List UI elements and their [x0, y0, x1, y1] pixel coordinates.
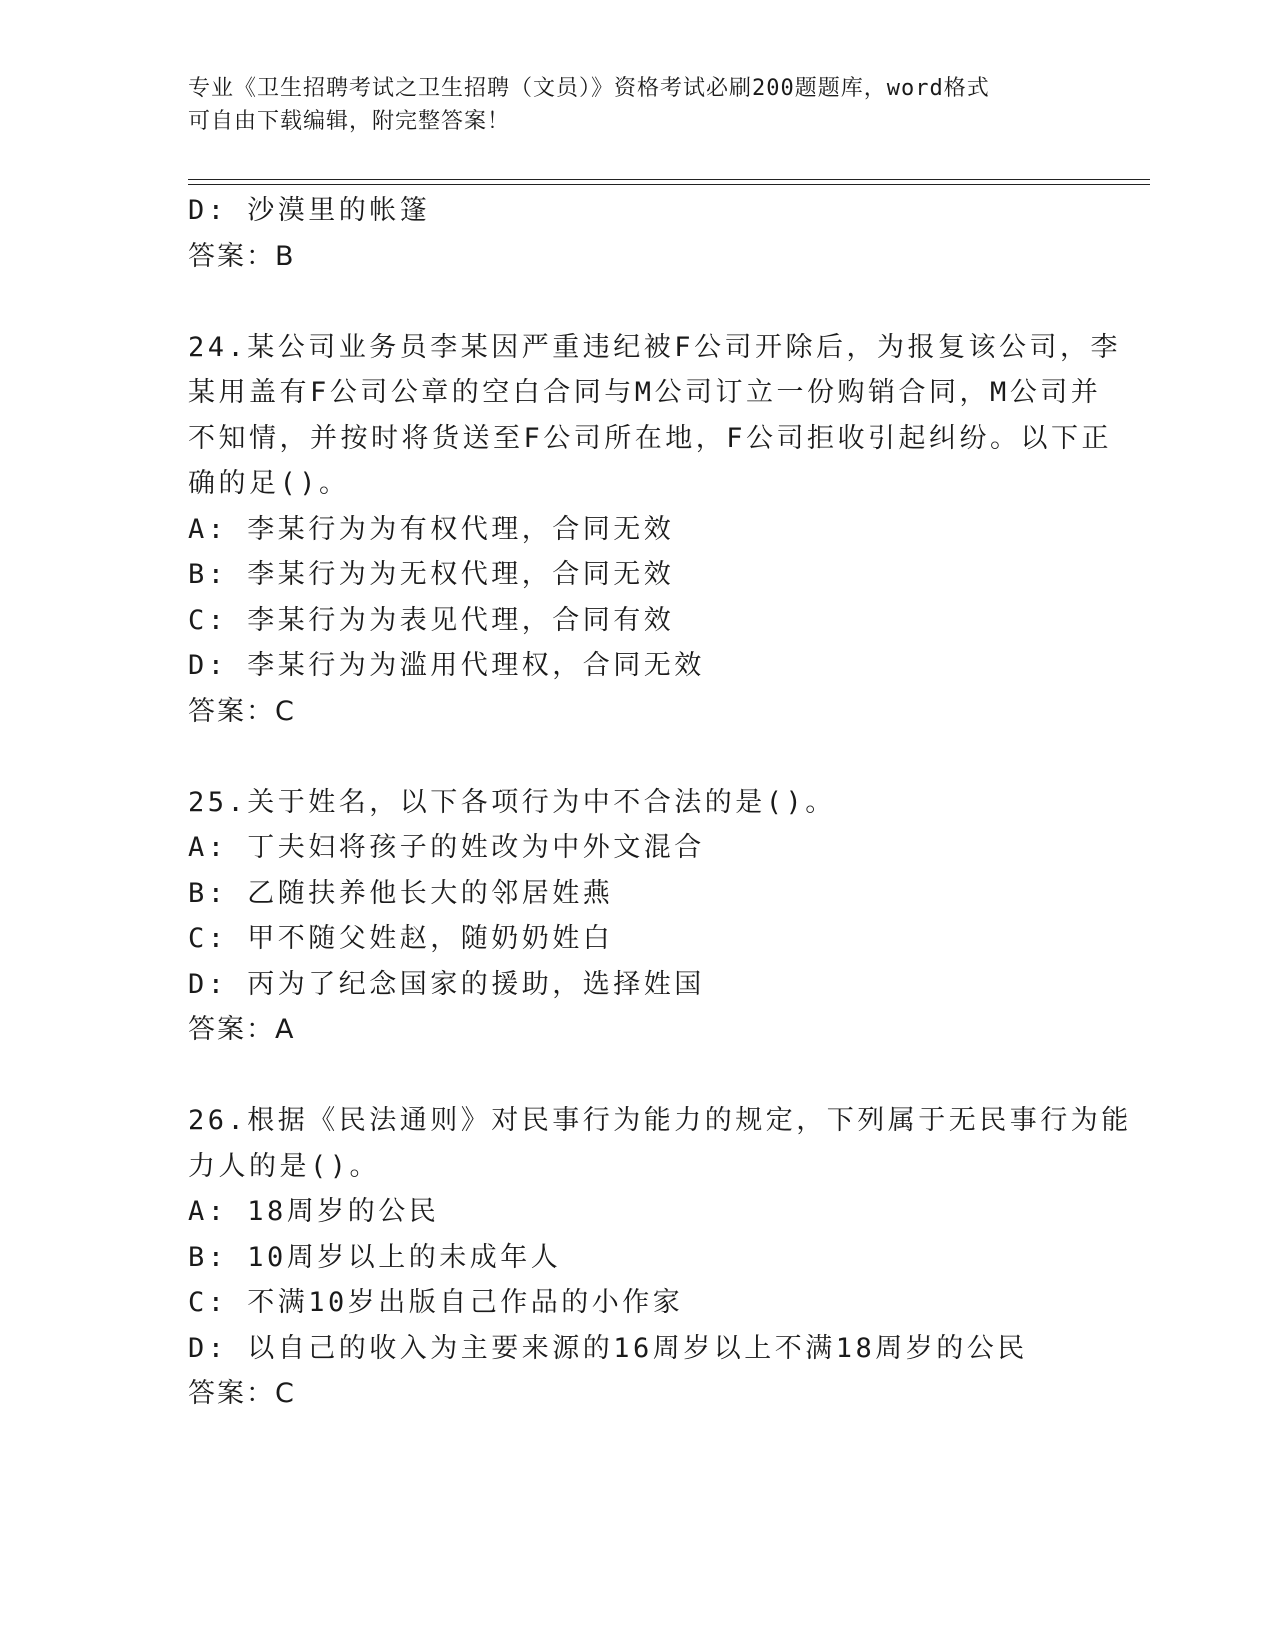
document-body — [188, 188, 1132, 1417]
spacer — [188, 734, 1088, 780]
option-d: D: 以自己的收入为主要来源的16周岁以上不满18周岁的公民 — [188, 1332, 1028, 1364]
answer: 答案：C — [188, 695, 296, 727]
prev-answer: 答案：B — [188, 240, 296, 272]
question-26 — [188, 1098, 1132, 1417]
answer: 答案：C — [188, 1378, 296, 1409]
option-c: C: 甲不随父姓赵，随奶奶姓白 — [188, 923, 614, 954]
question-24 — [188, 325, 1122, 735]
prev-option-d: D: 沙漠里的帐篷 — [188, 195, 431, 226]
option-d: D: 李某行为为滥用代理权，合同无效 — [188, 650, 705, 681]
spacer — [188, 1053, 1088, 1099]
question-stem-line: 25.关于姓名，以下各项行为中不合法的是()。 — [188, 786, 836, 818]
question-stem-line: 24.某公司业务员李某因严重违纪被F公司开除后，为报复该公司，李 — [188, 331, 1122, 363]
document-header — [188, 72, 1068, 138]
question-stem-line: 不知情，并按时将货送至F公司所在地，F公司拒收引起纠纷。以下正 — [188, 422, 1113, 454]
option-c: C: 不满10岁出版自己作品的小作家 — [188, 1287, 684, 1318]
question-stem-line: 力人的是()。 — [188, 1150, 381, 1182]
option-b: B: 10周岁以上的未成年人 — [188, 1241, 562, 1273]
option-b: B: 乙随扶养他长大的邻居姓燕 — [188, 877, 614, 909]
answer: 答案：A — [188, 1014, 296, 1045]
question-stem-line: 26.根据《民法通则》对民事行为能力的规定，下列属于无民事行为能 — [188, 1105, 1132, 1136]
question-stem-line: 确的足()。 — [188, 468, 350, 499]
header-divider-top — [188, 179, 1150, 180]
option-a: A: 李某行为为有权代理，合同无效 — [188, 513, 675, 545]
header-divider-bottom — [188, 184, 1150, 185]
question-25 — [188, 780, 1088, 1053]
spacer — [188, 279, 1088, 325]
option-b: B: 李某行为为无权代理，合同无效 — [188, 559, 675, 590]
header-line-1: 专业《卫生招聘考试之卫生招聘（文员）》资格考试必刷200题题库，word格式 — [188, 76, 990, 101]
option-a: A: 丁夫妇将孩子的姓改为中外文混合 — [188, 832, 705, 863]
option-a: A: 18周岁的公民 — [188, 1196, 440, 1227]
option-d: D: 丙为了纪念国家的援助，选择姓国 — [188, 968, 705, 1000]
question-stem-line: 某用盖有F公司公章的空白合同与M公司订立一份购销合同，M公司并 — [188, 377, 1102, 408]
option-c: C: 李某行为为表见代理，合同有效 — [188, 604, 675, 636]
header-line-2: 可自由下载编辑，附完整答案！ — [188, 109, 511, 134]
